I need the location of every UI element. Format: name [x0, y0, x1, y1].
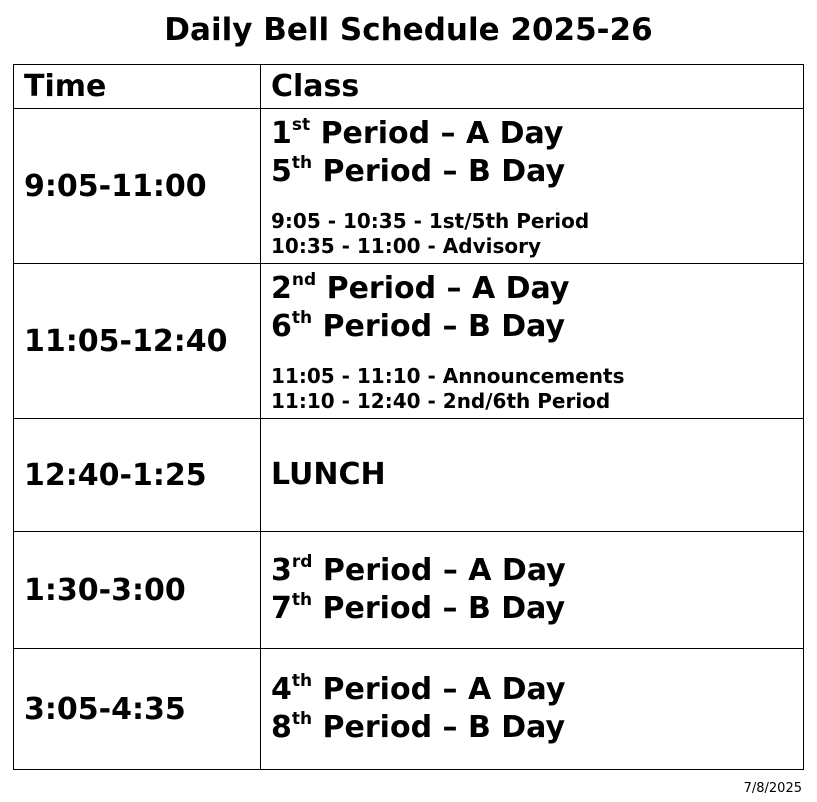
period-line: 6th Period – B Day — [271, 308, 566, 344]
table-row — [14, 649, 804, 770]
bell-schedule-table — [13, 64, 804, 770]
class-cell — [261, 532, 804, 649]
detail-line: 11:10 - 12:40 - 2nd/6th Period — [271, 389, 611, 413]
column-header-class: Class — [261, 65, 804, 109]
table-row — [14, 419, 804, 532]
class-cell — [261, 649, 804, 770]
period-line: 5th Period – B Day — [271, 153, 566, 189]
lunch-label: LUNCH — [271, 457, 386, 492]
page-title: Daily Bell Schedule 2025-26 — [164, 12, 653, 48]
detail-line: 9:05 - 10:35 - 1st/5th Period — [271, 209, 590, 233]
time-cell: 9:05-11:00 — [14, 109, 261, 264]
class-cell — [261, 264, 804, 419]
revision-date: 7/8/2025 — [743, 781, 802, 796]
table-header-row — [14, 65, 804, 109]
period-line: 8th Period – B Day — [271, 709, 566, 745]
time-cell: 1:30-3:00 — [14, 532, 261, 649]
detail-line: 10:35 - 11:00 - Advisory — [271, 234, 542, 258]
period-line: 7th Period – B Day — [271, 590, 566, 626]
detail-line: 11:05 - 11:10 - Announcements — [271, 364, 625, 388]
time-cell: 12:40-1:25 — [14, 419, 261, 532]
period-details — [271, 364, 803, 414]
time-cell: 3:05-4:35 — [14, 649, 261, 770]
table-row — [14, 109, 804, 264]
period-line: 2nd Period – A Day — [271, 270, 570, 306]
period-line: 3rd Period – A Day — [271, 552, 566, 588]
class-cell — [261, 109, 804, 264]
period-line: 4th Period – A Day — [271, 671, 566, 707]
time-cell: 11:05-12:40 — [14, 264, 261, 419]
class-cell — [261, 419, 804, 532]
period-line: 1st Period – A Day — [271, 115, 564, 151]
table-row — [14, 264, 804, 419]
table-row — [14, 532, 804, 649]
column-header-time: Time — [14, 65, 261, 109]
period-details — [271, 209, 803, 259]
